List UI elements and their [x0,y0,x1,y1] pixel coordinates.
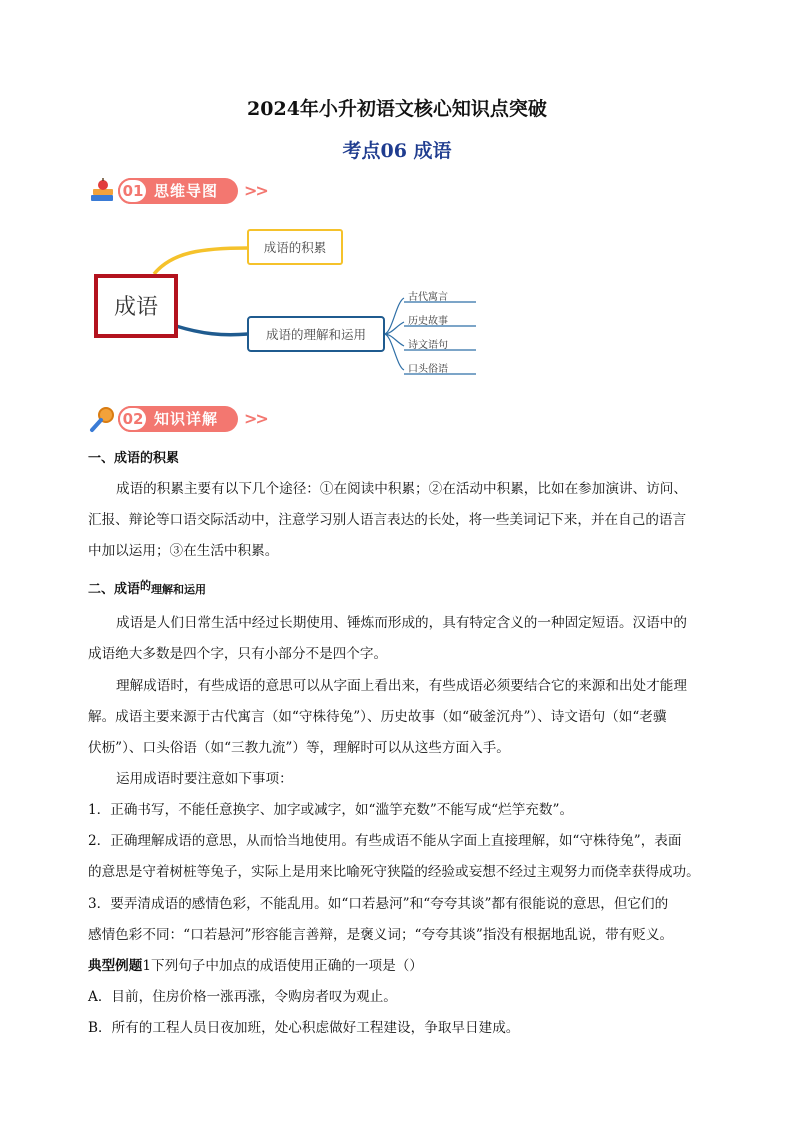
mindmap-branch-accumulation-label: 成语的积累 [263,240,327,255]
mindmap-leaf-label: 历史故事 [408,316,448,327]
paragraph-line: 伏枥”）、口头俗语（如“三教九流”）等，理解时可以从这些方面入手。 [88,740,510,756]
page-title: 2024年小升初语文核心知识点突破 [247,98,547,120]
banner-number: 01 [118,178,148,204]
paragraph-line: 中加以运用；③在生活中积累。 [88,543,279,559]
list-item: 1．正确书写，不能任意换字、加字或减字，如“滥竽充数”不能写成“烂竽充数”。 [88,802,574,818]
mindmap-leaf-label: 诗文语句 [408,340,448,351]
mindmap-leaf-label: 古代寓言 [408,292,448,303]
mind-map [92,222,492,384]
mindmap-leaf [404,362,476,375]
paragraph-line: 成语是人们日常生活中经过长期使用、锤炼而形成的，具有特定含义的一种固定短语。汉语中的 [116,615,687,631]
example-question [88,956,710,976]
paragraph-line: 成语绝大多数是四个字，只有小部分不是四个字。 [88,646,388,662]
heading-superscript: 的 [140,579,152,592]
mindmap-leaf [404,338,476,351]
option-b: B．所有的工程人员日夜加班，处心积虑做好工程建设，争取早日建成。 [88,1020,520,1036]
mindmap-branch-usage-label: 成语的理解和运用 [265,327,367,342]
section-heading-usage [88,578,206,597]
banner-label: 知识详解 [154,410,219,428]
list-item: 3．要弄清成语的感情色彩，不能乱用。如“口若悬河”和“夸夸其谈”都有很能说的意思，但它们的 [88,896,669,912]
books-apple-icon [88,176,118,206]
paragraph-line: 成语的积累主要有以下几个途径：①在阅读中积累；②在活动中积累，比如在参加演讲、访问、 [116,481,687,497]
banner-label: 思维导图 [154,182,219,200]
section-banner-knowledge [88,404,288,434]
mindmap-leaf [404,290,476,303]
example-label: 典型例题 [88,958,143,974]
list-item: 感情色彩不同：“口若悬河”形容能言善辩，是褒义词；“夸夸其谈”指没有根据地乱说，带有贬义。 [88,927,674,943]
example-text: 1下列句子中加点的成语使用正确的一项是（） [142,958,423,974]
magnifier-icon [88,404,118,434]
section-banner-mindmap [88,176,288,206]
paragraph-line: 解。成语主要来源于古代寓言（如“守株待兔”）、历史故事（如“破釜沉舟”）、诗文语句（如“老骥 [88,709,667,725]
option-a: A．目前，住房价格一涨再涨，令购房者叹为观止。 [88,989,397,1005]
page-subtitle: 考点06 成语 [342,140,452,162]
paragraph-line: 理解成语时，有些成语的意思可以从字面上看出来，有些成语必须要结合它的来源和出处才能理 [116,678,687,694]
mindmap-leaf [404,314,476,327]
banner-number: 02 [118,406,148,432]
mindmap-leaf-label: 口头俗语 [408,364,448,375]
list-item: 2．正确理解成语的意思，从而恰当地使用。有些成语不能从字面上直接理解，如“守株待兔”，表面 [88,833,682,849]
heading-part: 二、成语 [88,582,141,597]
section-heading-accumulation: 一、成语的积累 [88,451,180,466]
banner-arrows: >> [244,181,267,200]
paragraph-line: 运用成语时要注意如下事项： [116,771,293,787]
paragraph-line: 汇报、辩论等口语交际活动中，注意学习别人语言表达的长处，将一些美词记下来，并在自己的语言 [88,512,687,528]
list-item: 的意思是守着树桩等兔子，实际上是用来比喻死守狭隘的经验或妄想不经过主观努力而侥幸获得成功。 [88,864,700,880]
banner-arrows: >> [244,409,267,428]
heading-part: 理解和运用 [151,583,207,596]
mindmap-root-label: 成语 [113,295,159,320]
